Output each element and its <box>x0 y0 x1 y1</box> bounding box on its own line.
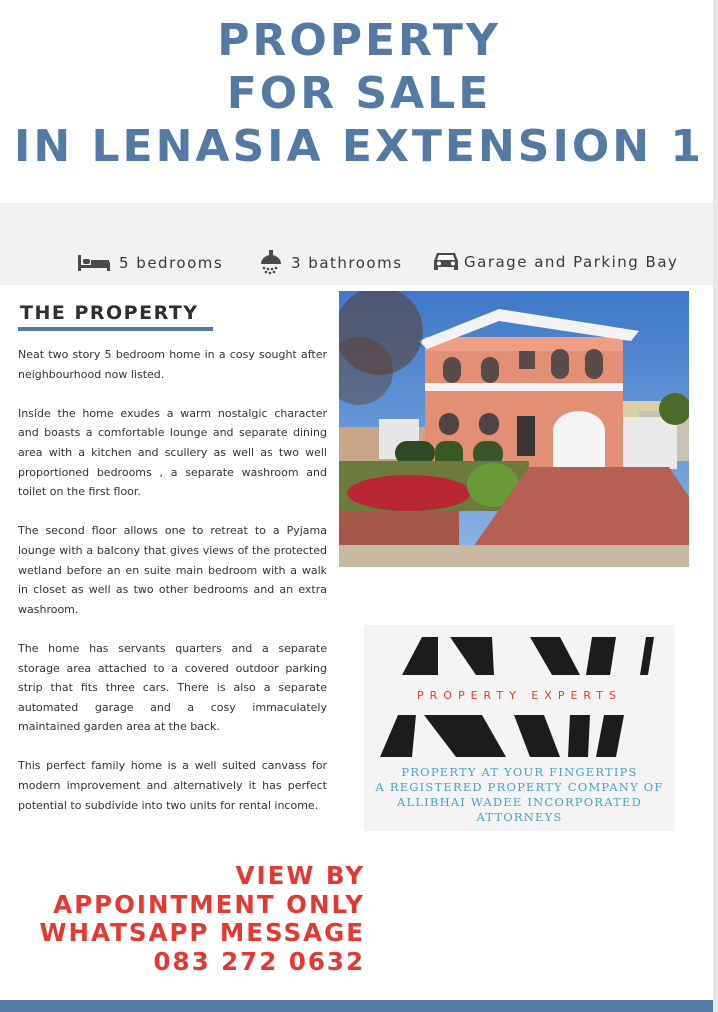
shower-icon <box>259 250 283 276</box>
parking-label: Garage and Parking Bay <box>464 253 679 271</box>
paragraph-3: The second floor allows one to retreat to a Pyjama lounge with a balcony that gives views of the protected wetland before an en suite main bedroom with a walk in closet as well as two other bedrooms and an extra washroom. <box>18 524 327 616</box>
company-logo <box>364 625 675 831</box>
property-photo <box>339 291 689 567</box>
page-title <box>0 14 718 173</box>
section-heading: THE PROPERTY <box>20 302 199 324</box>
title-line-1: PROPERTY <box>217 15 501 66</box>
paragraph-5: This perfect family home is a well suited canvass for modern improvement and alternatively it has perfect potential to subdivide into two units for rental income. <box>18 759 327 812</box>
cta-line-1: VIEW BY <box>235 861 365 890</box>
call-to-action <box>40 862 365 976</box>
property-description <box>18 345 327 835</box>
cta-line-2: APPOINTMENT ONLY <box>53 889 365 919</box>
paragraph-2: Inside the home exudes a warm nostalgic character and boasts a comfortable lounge and separate dining area with a kitchen and scullery as well as two well proportioned bedrooms , a separate washroom and toilet on the first floor. <box>18 406 327 499</box>
logo-tagline-experts: PROPERTY EXPERTS <box>417 689 622 702</box>
feature-bathrooms <box>259 250 403 276</box>
footer-bar <box>0 1000 718 1012</box>
logo-line-1: PROPERTY AT YOUR FINGERTIPS <box>401 765 638 779</box>
logo-tagline <box>364 765 675 825</box>
cta-phone: 083 272 0632 <box>153 946 365 976</box>
bed-icon <box>77 254 111 272</box>
section-underline <box>18 327 213 331</box>
bathrooms-label: 3 bathrooms <box>291 254 403 272</box>
bedrooms-label: 5 bedrooms <box>119 254 224 272</box>
paragraph-4: The home has servants quarters and a separate storage area attached to a covered outdoor parking strip that fits three cars. There is also a separate automated garage and a cosy immaculately maintained garden area at the back. <box>18 641 327 734</box>
logo-line-4: ATTORNEYS <box>476 810 563 824</box>
car-icon <box>432 250 460 274</box>
logo-line-3: ALLIBHAI WADEE INCORPORATED <box>397 795 642 809</box>
title-line-2: FOR SALE <box>226 68 492 119</box>
title-line-3: IN LENASIA EXTENSION 1 <box>13 121 704 172</box>
paragraph-1: Neat two story 5 bedroom home in a cosy sought after neighbourhood now listed. <box>18 348 327 381</box>
page-edge <box>713 0 718 1012</box>
feature-parking <box>432 250 678 274</box>
feature-bedrooms <box>77 254 223 272</box>
logo-line-2: A REGISTERED PROPERTY COMPANY OF <box>375 780 664 794</box>
cta-line-3: WHATSAPP MESSAGE <box>39 918 365 947</box>
